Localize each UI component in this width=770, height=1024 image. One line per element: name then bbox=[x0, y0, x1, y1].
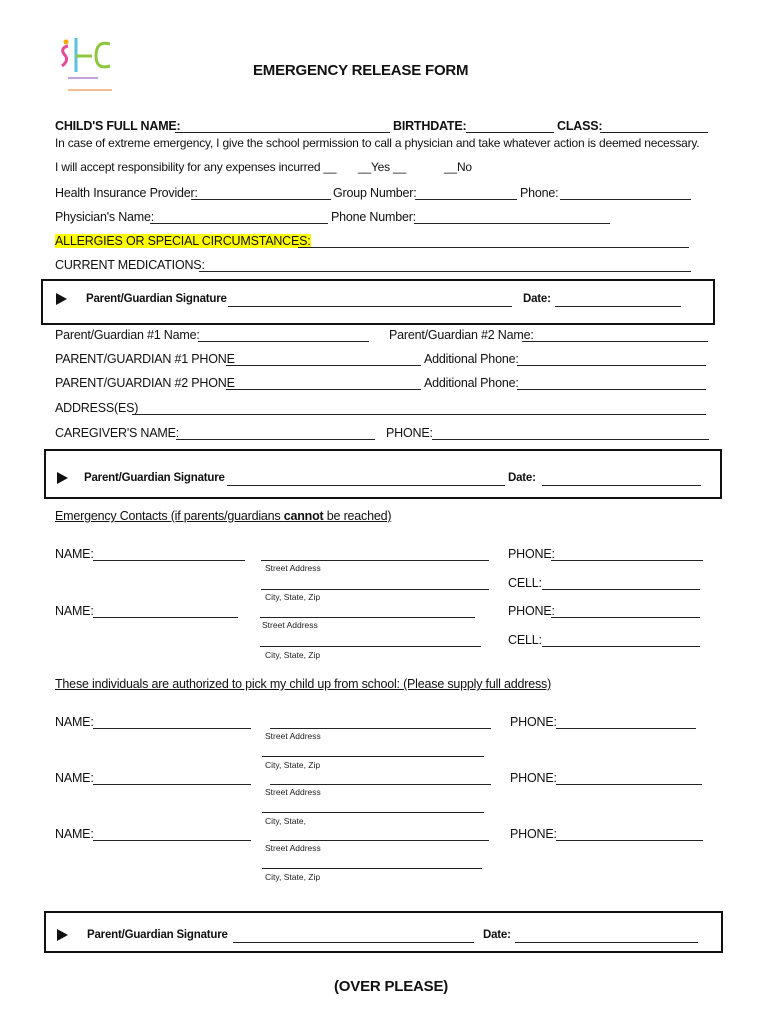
pickup3-name-field[interactable] bbox=[93, 840, 251, 841]
caregiver-phone-label: PHONE: bbox=[386, 426, 433, 440]
physician-phone-label: Phone Number: bbox=[331, 210, 416, 224]
address-label: ADDRESS(ES) bbox=[55, 401, 139, 415]
city-state-zip-caption: City, State, Zip bbox=[265, 650, 321, 660]
street-address-caption: Street Address bbox=[265, 563, 321, 573]
signature-label: Parent/Guardian Signature bbox=[84, 472, 225, 484]
medications-field[interactable] bbox=[199, 271, 691, 272]
yes-option[interactable]: __Yes __ bbox=[358, 160, 407, 174]
emergency1-city-field[interactable] bbox=[261, 589, 489, 590]
signature-date-label: Date: bbox=[483, 929, 511, 941]
emergency1-street-field[interactable] bbox=[261, 560, 489, 561]
emergency1-cell-label: CELL: bbox=[508, 576, 542, 590]
group-number-label: Group Number: bbox=[333, 186, 417, 200]
emergency-heading: Emergency Contacts (if parents/guardians cannot be reached) bbox=[55, 509, 392, 523]
class-label: CLASS: bbox=[557, 119, 603, 133]
pickup2-phone-label: PHONE: bbox=[510, 771, 557, 785]
pickup2-city-field[interactable] bbox=[262, 812, 484, 813]
permission-text: In case of extreme emergency, I give the school permission to call a physician and take whatever action is deemed necessary. bbox=[55, 136, 700, 150]
arrow-icon bbox=[57, 472, 68, 484]
signature-label: Parent/Guardian Signature bbox=[86, 293, 227, 305]
guardian1-phone-field[interactable] bbox=[226, 365, 421, 366]
physician-field[interactable] bbox=[150, 223, 328, 224]
guardian1-phone-label: PARENT/GUARDIAN #1 PHONE bbox=[55, 352, 235, 366]
insurance-phone-label: Phone: bbox=[520, 186, 559, 200]
guardian2-name-field[interactable] bbox=[522, 341, 708, 342]
responsibility-text: I will accept responsibility for any expenses incurred __ bbox=[55, 160, 337, 174]
caregiver-phone-field[interactable] bbox=[432, 439, 709, 440]
pickup1-phone-field[interactable] bbox=[556, 728, 696, 729]
signature-date-field[interactable] bbox=[555, 306, 681, 307]
pickup1-name-label: NAME: bbox=[55, 715, 94, 729]
pickup-heading: These individuals are authorized to pick my child up from school: (Please supply full address) bbox=[55, 677, 552, 691]
birthdate-field[interactable] bbox=[466, 132, 554, 133]
guardian1-name-label: Parent/Guardian #1 Name: bbox=[55, 328, 200, 342]
medications-label: CURRENT MEDICATIONS: bbox=[55, 258, 205, 272]
physician-phone-field[interactable] bbox=[414, 223, 610, 224]
emergency1-cell-field[interactable] bbox=[542, 589, 700, 590]
group-number-field[interactable] bbox=[415, 199, 517, 200]
emergency2-name-field[interactable] bbox=[93, 617, 238, 618]
street-address-caption: Street Address bbox=[265, 843, 321, 853]
emergency1-phone-label: PHONE: bbox=[508, 547, 555, 561]
emergency2-city-field[interactable] bbox=[260, 646, 481, 647]
street-address-caption: Street Address bbox=[265, 787, 321, 797]
emergency1-name-label: NAME: bbox=[55, 547, 94, 561]
pickup2-name-field[interactable] bbox=[93, 784, 251, 785]
insurance-field[interactable] bbox=[191, 199, 331, 200]
guardian2-phone-label: PARENT/GUARDIAN #2 PHONE bbox=[55, 376, 235, 390]
additional-phone-label-1: Additional Phone: bbox=[424, 352, 519, 366]
pickup3-phone-label: PHONE: bbox=[510, 827, 557, 841]
allergies-field[interactable] bbox=[298, 247, 689, 248]
signature-field[interactable] bbox=[227, 485, 505, 486]
child-name-label: CHILD'S FULL NAME: bbox=[55, 119, 181, 133]
additional-phone-field-2[interactable] bbox=[517, 389, 706, 390]
over-please-text: (OVER PLEASE) bbox=[334, 978, 449, 995]
emergency1-phone-field[interactable] bbox=[551, 560, 703, 561]
pickup1-street-field[interactable] bbox=[270, 728, 491, 729]
form-title: EMERGENCY RELEASE FORM bbox=[253, 62, 469, 79]
city-state-caption: City, State, bbox=[265, 816, 306, 826]
pickup2-street-field[interactable] bbox=[270, 784, 491, 785]
caregiver-field[interactable] bbox=[176, 439, 375, 440]
signature-field[interactable] bbox=[228, 306, 512, 307]
emergency2-street-field[interactable] bbox=[260, 617, 475, 618]
emergency2-phone-field[interactable] bbox=[551, 617, 700, 618]
pickup1-phone-label: PHONE: bbox=[510, 715, 557, 729]
street-address-caption: Street Address bbox=[265, 731, 321, 741]
pickup3-name-label: NAME: bbox=[55, 827, 94, 841]
arrow-icon bbox=[57, 929, 68, 941]
pickup3-phone-field[interactable] bbox=[556, 840, 703, 841]
no-option[interactable]: __No bbox=[444, 160, 472, 174]
caregiver-label: CAREGIVER'S NAME: bbox=[55, 426, 180, 440]
pickup2-name-label: NAME: bbox=[55, 771, 94, 785]
arrow-icon bbox=[56, 293, 67, 305]
insurance-label: Health Insurance Provider: bbox=[55, 186, 198, 200]
emergency1-name-field[interactable] bbox=[93, 560, 245, 561]
signature-date-field[interactable] bbox=[542, 485, 701, 486]
pickup1-name-field[interactable] bbox=[93, 728, 251, 729]
allergies-label: ALLERGIES OR SPECIAL CIRCUMSTANCES: bbox=[55, 234, 311, 248]
pickup3-street-field[interactable] bbox=[270, 840, 489, 841]
signature-date-field[interactable] bbox=[515, 942, 698, 943]
physician-label: Physician's Name: bbox=[55, 210, 155, 224]
emergency2-name-label: NAME: bbox=[55, 604, 94, 618]
pickup3-city-field[interactable] bbox=[262, 868, 482, 869]
guardian2-phone-field[interactable] bbox=[226, 389, 421, 390]
pickup2-phone-field[interactable] bbox=[556, 784, 702, 785]
signature-date-label: Date: bbox=[523, 293, 551, 305]
street-address-caption: Street Address bbox=[262, 620, 318, 630]
city-state-zip-caption: City, State, Zip bbox=[265, 760, 321, 770]
insurance-phone-field[interactable] bbox=[560, 199, 691, 200]
address-field[interactable] bbox=[132, 414, 706, 415]
pickup1-city-field[interactable] bbox=[262, 756, 484, 757]
child-name-field[interactable] bbox=[175, 132, 390, 133]
guardian1-name-field[interactable] bbox=[198, 341, 369, 342]
additional-phone-field-1[interactable] bbox=[517, 365, 706, 366]
school-logo bbox=[54, 34, 118, 98]
emergency2-cell-field[interactable] bbox=[542, 646, 700, 647]
city-state-zip-caption: City, State, Zip bbox=[265, 872, 321, 882]
guardian2-name-label: Parent/Guardian #2 Name: bbox=[389, 328, 534, 342]
logo-graphic bbox=[54, 34, 118, 98]
class-field[interactable] bbox=[600, 132, 708, 133]
birthdate-label: BIRTHDATE: bbox=[393, 119, 467, 133]
signature-label: Parent/Guardian Signature bbox=[87, 929, 228, 941]
emergency2-phone-label: PHONE: bbox=[508, 604, 555, 618]
emergency2-cell-label: CELL: bbox=[508, 633, 542, 647]
signature-date-label: Date: bbox=[508, 472, 536, 484]
additional-phone-label-2: Additional Phone: bbox=[424, 376, 519, 390]
city-state-zip-caption: City, State, Zip bbox=[265, 592, 321, 602]
signature-field[interactable] bbox=[233, 942, 474, 943]
